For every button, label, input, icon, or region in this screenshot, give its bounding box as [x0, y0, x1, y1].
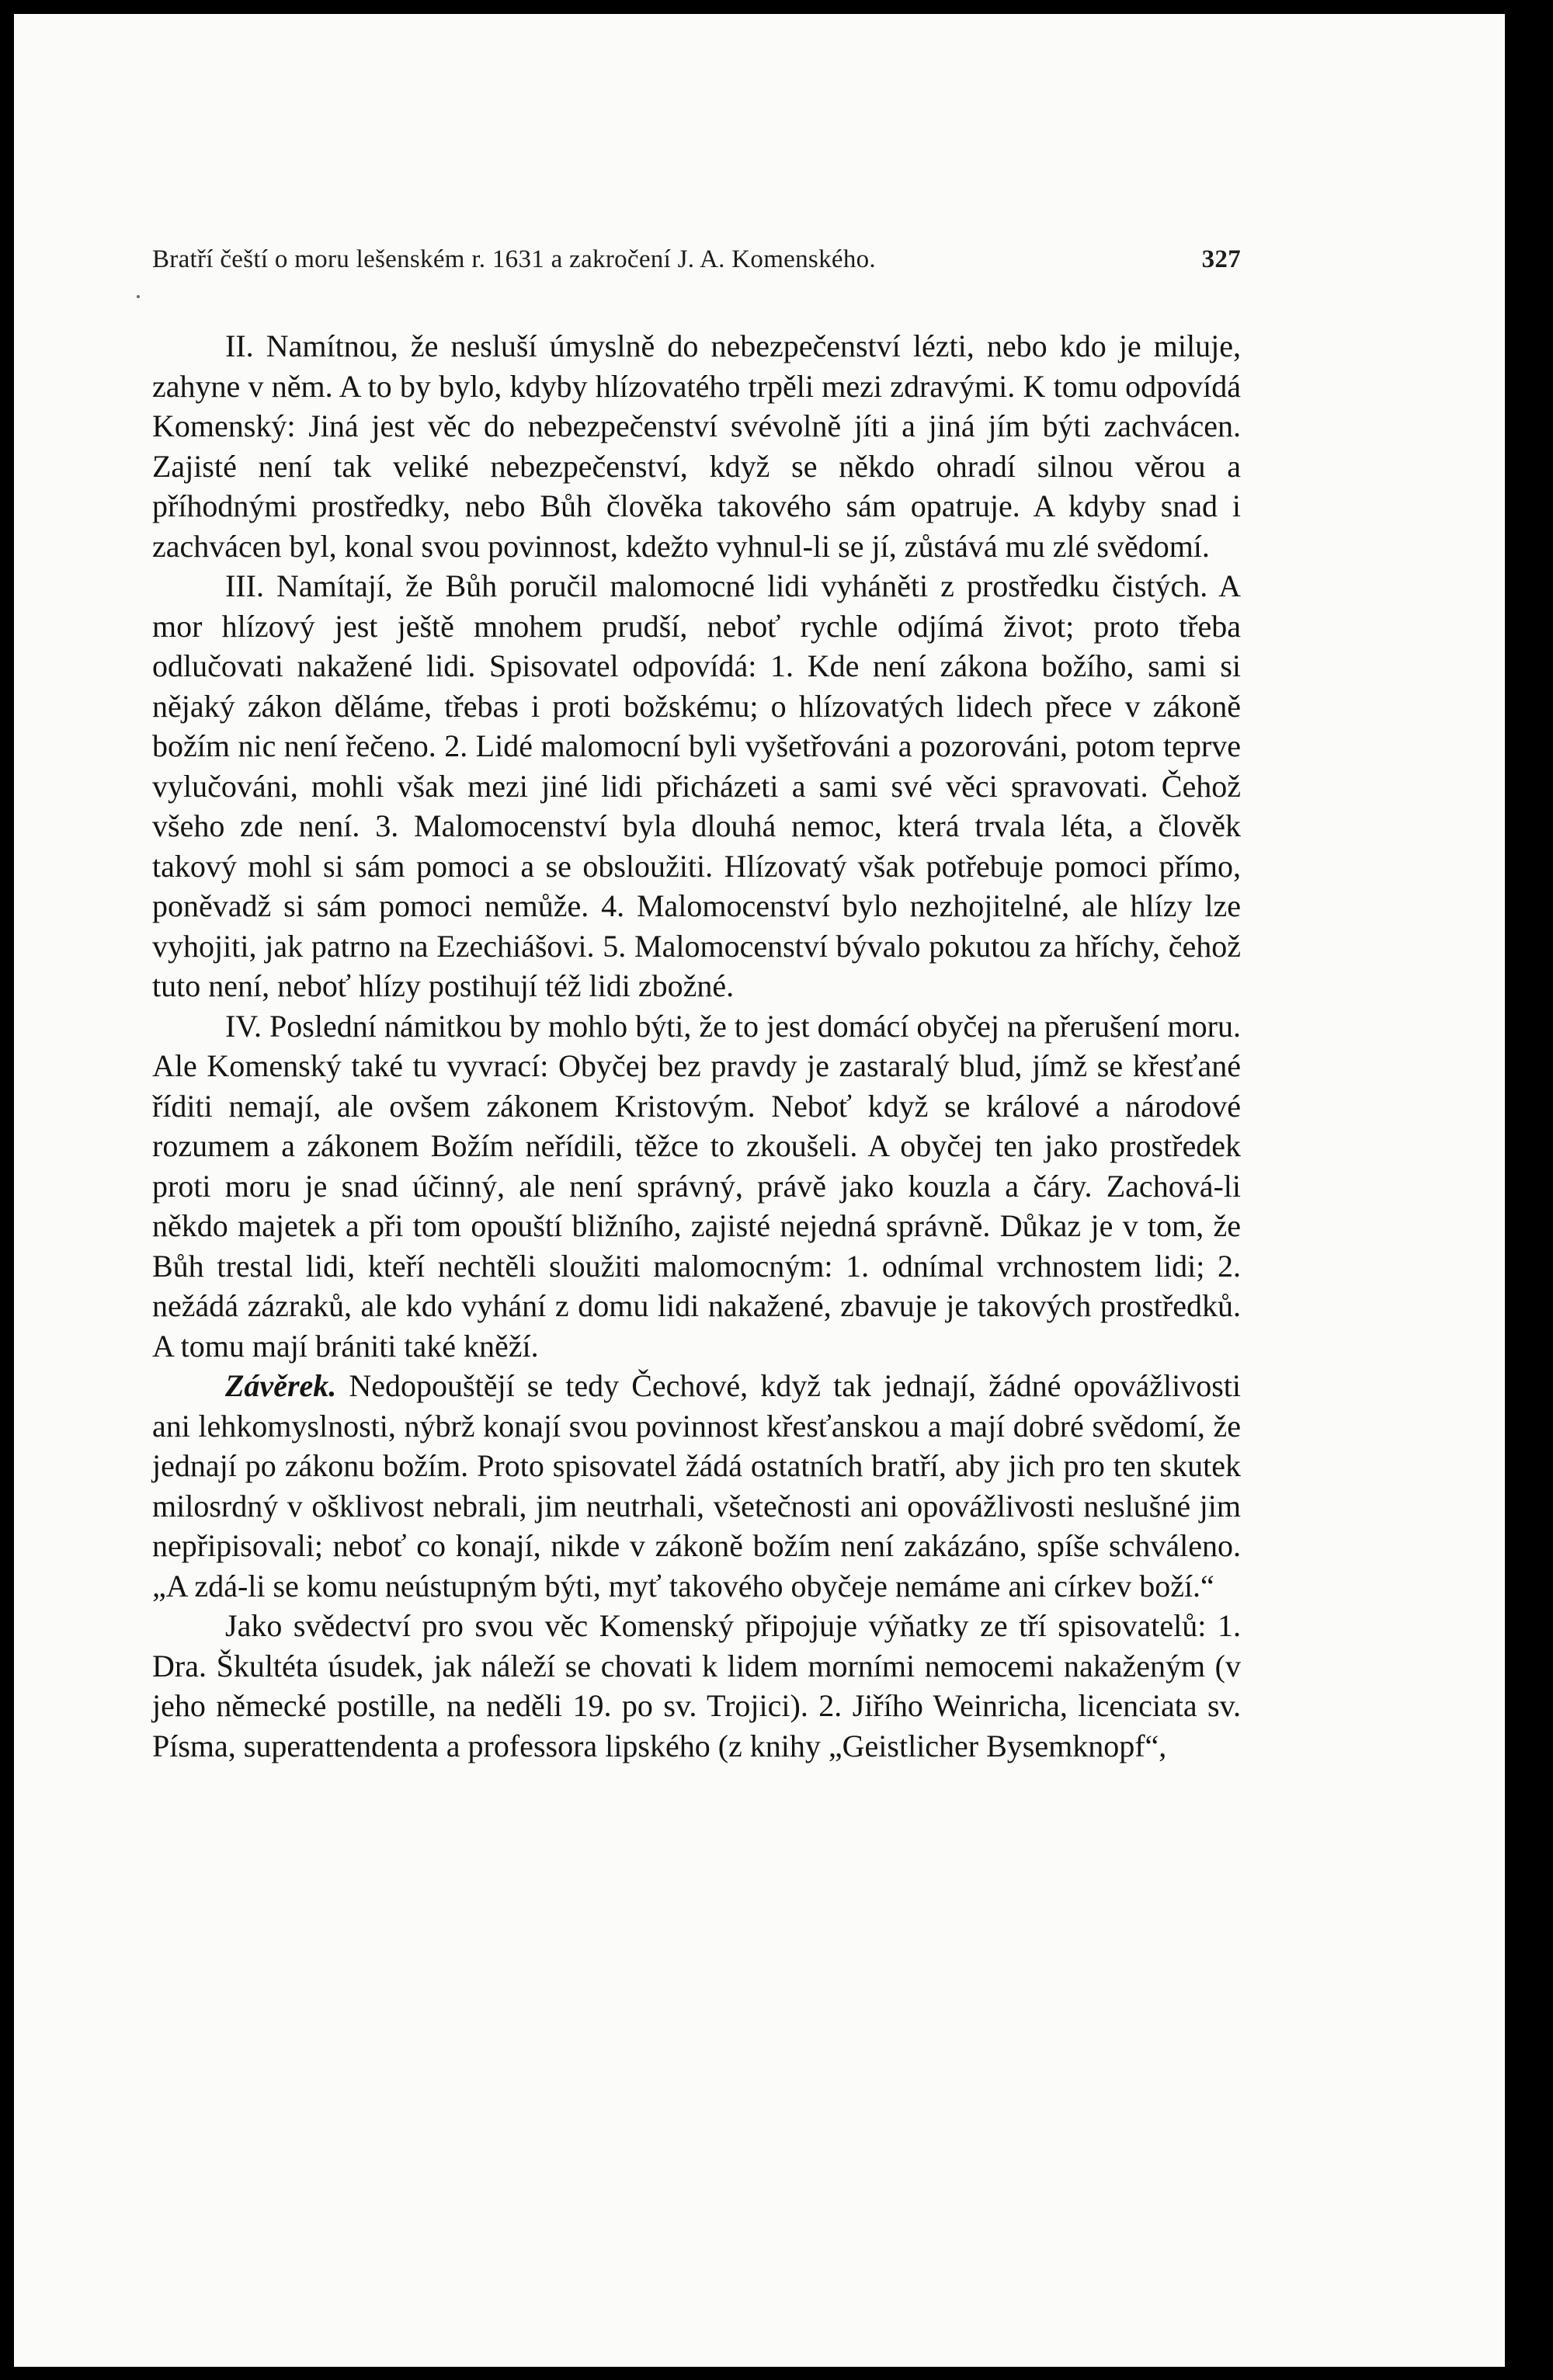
body-text [152, 326, 1241, 1766]
paragraph-objection-4: IV. Poslední námitkou by mohlo býti, že to jest domácí obyčej na přerušení moru. Ale Komenský také tu vyvrací: Obyčej bez pravdy je zastaralý blud, jímž se křesťané říditi nemají, ale ovšem zákonem Kristovým. Neboť když se králové a národové rozumem a zákonem Božím neřídili, těžce to zkoušeli. A obyčej ten jako prostředek proti moru je snad účinný, ale není správný, právě jako kouzla a čáry. Zachová-li někdo majetek a při tom opouští bližního, zajisté nejedná správně. Důkaz je v tom, že Bůh trestal lidi, kteří nechtěli sloužiti malomocným: 1. odnímal vrchnostem lidi; 2. nežádá zázraků, ale kdo vyhání z domu lidi nakažené, zbavuje je takových prostředků. A tomu mají brániti také kněží. [152, 1008, 1241, 1364]
paragraph-conclusion [152, 1366, 1241, 1606]
scanned-page [14, 14, 1505, 2367]
conclusion-text: Nedopouštějí se tedy Čechové, když tak jednají, žádné opovážlivosti ani lehkomyslnosti, nýbrž konají svou povinnost křesťanskou a mají dobré svědomí, že jednají po zákonu božím. Proto spisovatel žádá ostatních bratří, aby jich pro ten skutek milosrdný v ošklivost nebrali, jim neutrhali, všetečnosti ani opovážlivosti neslušné jim nepřipisovali; neboť co konají, nikde v zákoně božím není zakázáno, spíše schváleno. „A zdá-li se komu neústupným býti, myť takového obyčeje nemáme ani církev boží.“ [152, 1368, 1242, 1603]
scan-speck [137, 295, 140, 298]
paragraph-objection-2: II. Namítnou, že nesluší úmyslně do nebezpečenství lézti, nebo kdo je miluje, zahyne v něm. A to by bylo, kdyby hlízovatého trpěli mezi zdravými. K tomu odpovídá Komenský: Jiná jest věc do nebezpečenství svévolně jíti a jiná jím býti zachvácen. Zajisté není tak veliké nebezpečenství, když se někdo ohradí silnou věrou a příhodnými prostředky, nebo Bůh člověka takového sám opatruje. A kdyby snad i zachvácen byl, konal svou povinnost, kdežto vyhnul-li se jí, zůstává mu zlé svědomí. [152, 328, 1241, 564]
running-head [152, 244, 1241, 275]
paragraph-objection-3: III. Namítají, že Bůh poručil malomocné lidi vyháněti z prostředku čistých. A mor hlízový jest ještě mnohem prudší, neboť rychle odjímá život; proto třeba odlučovati nakažené lidi. Spisovatel odpovídá: 1. Kde není zákona božího, sami si nějaký zákon děláme, třebas i proti božskému; o hlízovatých lidech přece v zákoně božím nic není řečeno. 2. Lidé malomocní byli vyšetřováni a pozorováni, potom teprve vylučováni, mohli však mezi jiné lidi přicházeti a sami své věci spravovati. Čehož všeho zde není. 3. Malomocenství byla dlouhá nemoc, která trvala léta, a člověk takový mohl si sám pomoci a se obsloužiti. Hlízovatý však potřebuje pomoci přímo, poněvadž si sám pomoci nemůže. 4. Malomocenství bylo nezhojitelné, ale hlízy lze vyhojiti, jak patrno na Ezechiášovi. 5. Malomocenství bývalo pokutou za hříchy, čehož tuto není, neboť hlízy postihují též lidi zbožné. [152, 568, 1241, 1003]
running-title: Bratří čeští o moru lešenském r. 1631 a zakročení J. A. Komenského. [152, 245, 876, 273]
paragraph-testimony: Jako svědectví pro svou věc Komenský připojuje výňatky ze tří spisovatelů: 1. Dra. Škultéta úsudek, jak náleží se chovati k lidem morními nemocemi nakaženým (v jeho německé postille, na neděli 19. po sv. Trojici). 2. Jiřího Weinricha, licenciata sv. Písma, superattendenta a professora lipského (z knihy „Geistlicher Bysemknopf“, [152, 1608, 1241, 1763]
page-number: 327 [1201, 245, 1241, 273]
conclusion-label: Závěrek. [225, 1368, 337, 1403]
